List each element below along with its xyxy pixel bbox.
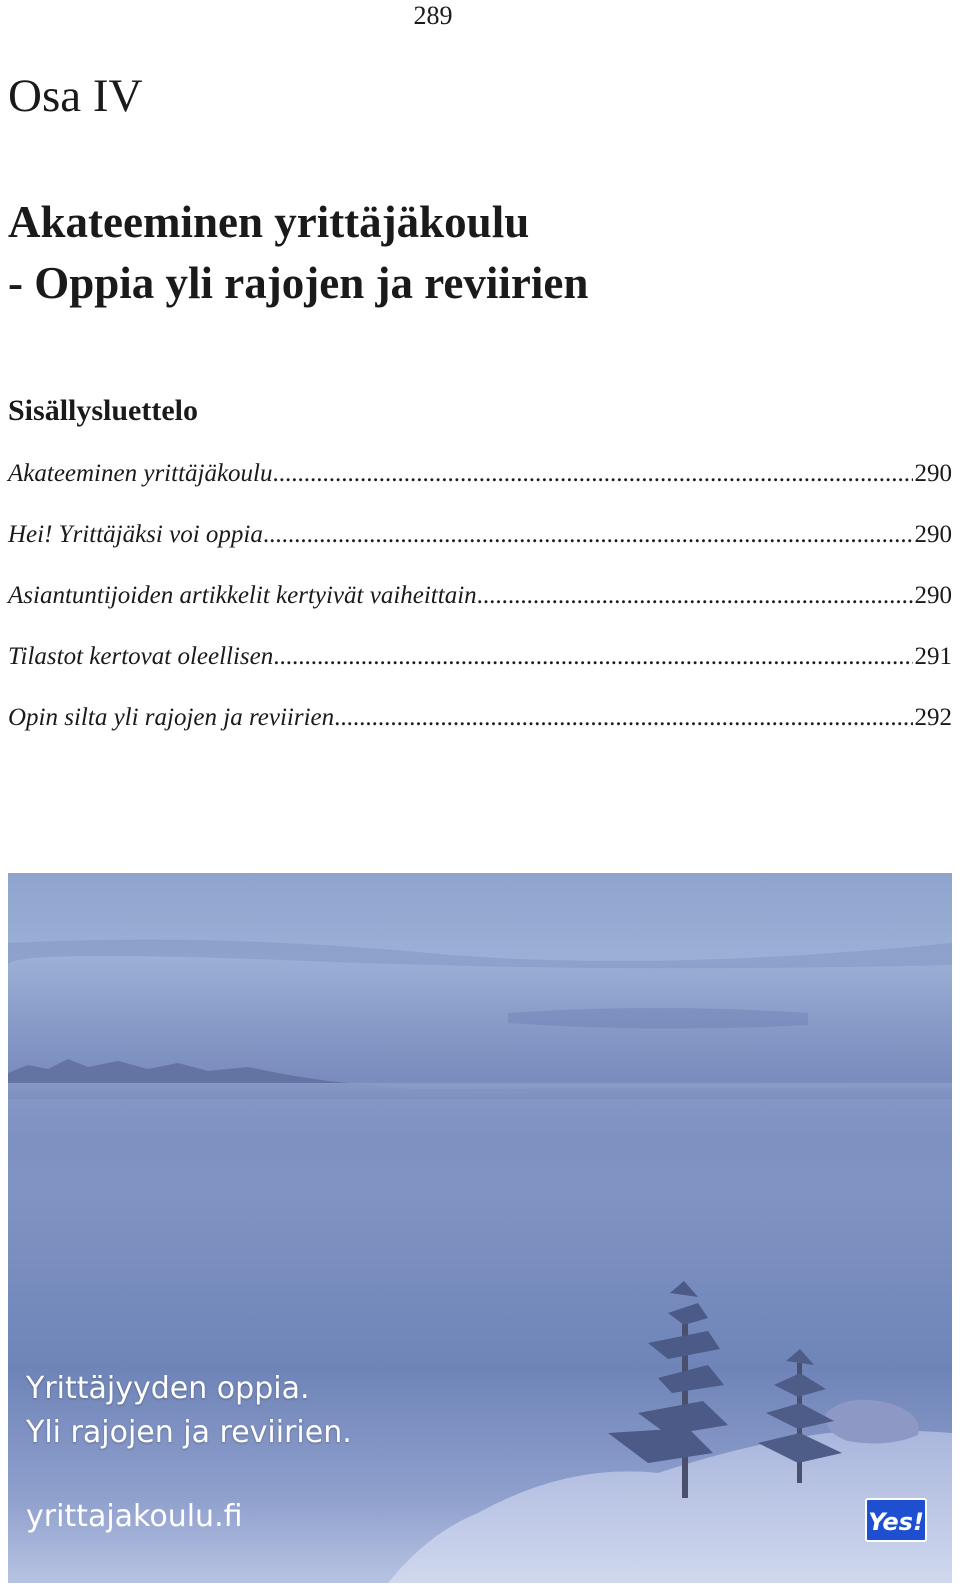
toc-entry[interactable]	[8, 639, 952, 700]
toc-leader-dots	[477, 578, 913, 614]
photo-slogan-line2: Yli rajojen ja reviirien.	[26, 1415, 352, 1450]
toc-entry-page: 290	[914, 460, 952, 487]
toc-leader-dots	[334, 700, 912, 736]
toc-entry-title: Hei! Yrittäjäksi voi oppia	[8, 521, 263, 548]
chapter-title	[8, 192, 588, 314]
cloud-band	[508, 1008, 808, 1029]
toc-entry-page: 291	[914, 643, 952, 670]
chapter-title-line2: - Oppia yli rajojen ja reviirien	[8, 258, 589, 308]
chapter-title-line1: Akateeminen yrittäjäkoulu	[8, 197, 530, 247]
winter-landscape-photo	[8, 873, 952, 1583]
toc-entry[interactable]	[8, 456, 952, 517]
photo-slogan-line1: Yrittäjyyden oppia.	[26, 1371, 310, 1406]
toc-entry-page: 290	[914, 582, 952, 609]
yes-logo: Yes!	[865, 1498, 927, 1542]
toc-entry[interactable]	[8, 517, 952, 578]
toc-entry-title: Tilastot kertovat oleellisen	[8, 643, 274, 670]
part-label: Osa IV	[8, 70, 143, 122]
snow-rock	[826, 1400, 919, 1444]
toc-entry[interactable]	[8, 578, 952, 639]
toc-leader-dots	[263, 517, 913, 553]
toc-entry-title: Asiantuntijoiden artikkelit kertyivät vaiheittain	[8, 582, 477, 609]
toc-entry[interactable]	[8, 700, 952, 761]
toc-leader-dots	[273, 456, 913, 492]
toc-leader-dots	[273, 639, 912, 675]
toc-heading: Sisällysluettelo	[8, 394, 199, 427]
toc-entry-page: 292	[914, 704, 952, 731]
landscape-illustration	[8, 873, 952, 1583]
cloud-band	[8, 940, 952, 969]
photo-website-url[interactable]: yrittajakoulu.fi	[26, 1499, 243, 1534]
toc-entry-page: 290	[914, 521, 952, 548]
table-of-contents	[8, 456, 952, 761]
page-number: 289	[413, 1, 453, 30]
toc-entry-title: Opin silta yli rajojen ja reviirien	[8, 704, 335, 731]
toc-entry-title: Akateeminen yrittäjäkoulu	[8, 460, 273, 487]
